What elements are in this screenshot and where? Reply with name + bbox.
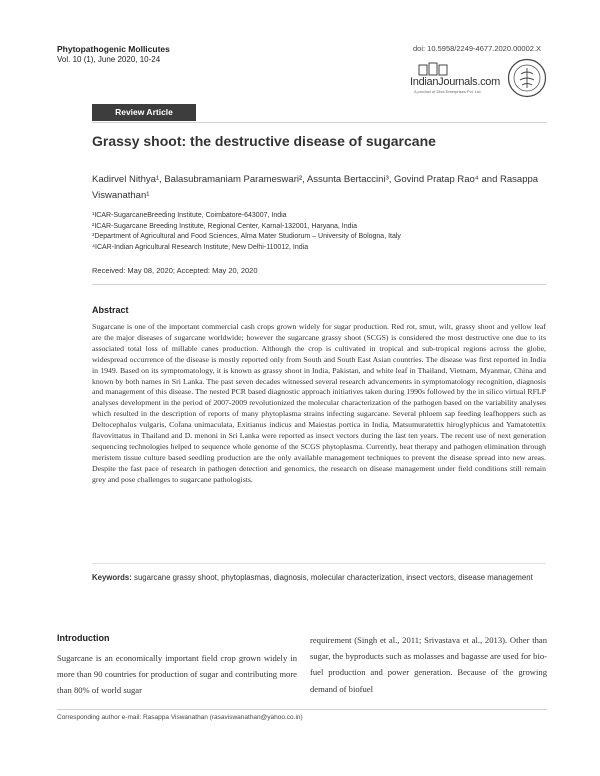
received-accepted-dates: Received: May 08, 2020; Accepted: May 20, 2020 [92, 266, 258, 275]
keywords [92, 572, 546, 584]
authors-line-1: Kadirvel Nithya¹, Balasubramaniam Parameswari², Assunta Bertaccini³, Govind Pratap Rao⁴ and Rasappa [92, 174, 539, 185]
publisher-books-icon [418, 62, 458, 76]
affiliation-1: ¹ICAR-SugarcaneBreeding Institute, Coimbatore-643007, India [92, 212, 287, 219]
affiliation-3: ³Department of Agricultural and Food Sciences, Alma Mater Studiorum – University of Bologna, Italy [92, 233, 401, 241]
divider [92, 122, 546, 123]
article-title: Grassy shoot: the destructive disease of sugarcane [92, 133, 436, 149]
author-list [92, 172, 552, 204]
keywords-label: Keywords: [92, 573, 132, 582]
affiliation-4: ⁴ICAR-Indian Agricultural Research Institute, New Delhi-110012, India [92, 243, 309, 251]
journal-name: Phytopathogenic Mollicutes [57, 44, 170, 54]
journal-volume-info: Vol. 10 (1), June 2020, 10-24 [57, 55, 161, 64]
keywords-text: sugarcane grassy shoot, phytoplasmas, diagnosis, molecular characterization, insect vectors, disease management [131, 573, 533, 582]
divider [92, 563, 546, 564]
authors-line-2: Viswanathan¹ [92, 190, 150, 201]
introduction-column-left: Sugarcane is an economically important field crop grown widely in more than 90 countries for production of sugar and contributing more than 80% of world sugar [57, 653, 297, 696]
publisher-name: IndianJournals.com [410, 76, 500, 88]
abstract-body: Sugarcane is one of the important commercial cash crops grown widely for sugar production. Red rot, smut, wilt, grassy shoot and yellow leaf are the major diseases of sugarcane worldwide; however the sugarcane grassy shoot (SCGS) is considered the most destructive one due to its associated total loss of millable canes production. Although the crop is cultivated in tropical and sub-tropical regions across the globe, widespread occurrence of the disease is mostly reported only from South and South East Asian countries. The disease was first reported in India in 1949. Based on its symptomatology, it is known as grassy shoot in India, Pakistan, and white leaf in Thailand, Vietnam, Myanmar, China and known by both names in Sri Lanka. The past seven decades witnessed several research advancements in symptomatology recognition, diagnosis and management of this disease. The nested PCR based diagnostic approach initiatives taken during 1990s followed by the in silico virtual RFLP analyses development in the period of 2007-2009 revolutionized the molecular characterization of the pathogen based on the variability analyses which resulted in the description of reports of many phytoplasma strains infecting sugarcane. Several phloem sap feeding leafhoppers such as Deltocephalus vulgaris, Cofana unimaculata, Exitianus indicus and Maiestas portica in India, Matsumuratettix hiroglyphicus and Yamatotettix flavovittatus in Thailand and D. menoni in Sri Lanka were reported as insect vectors during the last ten years. The recent use of next generation sequencing technologies helped to sequence whole genome of the SCGS phytoplasma. Currently, heat therapy and pathogen elimination through meristem tissue culture based seedling production are the only available management techniques to prevent the disease spread into new areas. Despite the fast pace of research in pathogen detection and genomics, the research on disease management under field conditions still remain grey and pose challenges to sugarcane pathologists. [92, 322, 546, 484]
introduction-heading: Introduction [57, 633, 110, 643]
introduction-column-right: requirement (Singh et al., 2011; Srivastava et al., 2013). Other than sugar, the byproducts such as molasses and bagasse are used for bio-fuel production and power generation. Because of the growing demand of biofuel [310, 635, 547, 694]
affiliation-2: ²ICAR-Sugarcane Breeding Institute, Regional Center, Karnal-132001, Haryana, India [92, 222, 357, 230]
publisher-tagline: A product of Diva Enterprises Pvt. Ltd. [414, 89, 482, 94]
corresponding-author: Corresponding author e-mail: Rasappa Viswanathan (rasaviswanathan@yahoo.co.in) [57, 714, 303, 721]
doi[interactable]: doi: 10.5958/2249-4677.2020.00002.X [413, 44, 542, 53]
article-type-badge: Review Article [92, 104, 196, 121]
affiliations [92, 211, 552, 253]
divider [92, 284, 546, 285]
society-seal-icon [507, 58, 547, 98]
footer-divider [57, 709, 547, 710]
abstract-heading: Abstract [92, 305, 129, 315]
